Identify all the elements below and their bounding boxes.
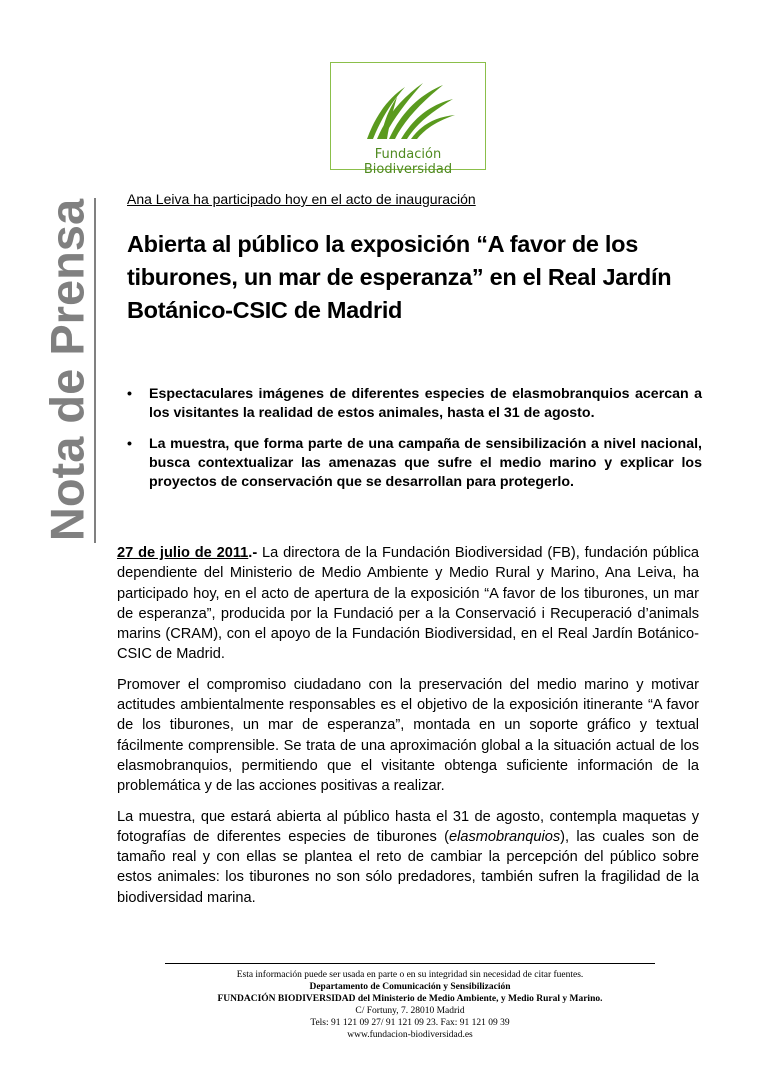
list-item — [127, 385, 702, 423]
paragraph-3-emphasis: elasmobranquios — [448, 828, 561, 845]
paragraph-1-text: La directora de la Fundación Biodiversidad (FB), fundación pública dependiente del Ministerio de Medio Ambiente y Medio Rural y Marino, Ana Leiva, ha participado hoy, en el acto de apertura de la exposición “A favor de los tiburones, un mar de esperanza”, producida por la Fundació per a la Conservació i Recuperació d’animals marins (CRAM), con el apoyo de la Fundación Biodiversidad, en el Real Jardín Botánico-CSIC de Madrid. — [117, 545, 699, 663]
headline: Abierta al público la exposición “A favor de los tiburones, un mar de esperanza” en el Real Jardín Botánico-CSIC de Madrid — [127, 231, 672, 323]
footer-department: Departamento de Comunicación y Sensibilización — [309, 982, 511, 992]
logo — [330, 62, 486, 177]
date-separator: .- — [248, 545, 258, 561]
highlights-list — [127, 385, 702, 504]
paragraph-3 — [117, 807, 699, 908]
side-divider — [94, 198, 96, 543]
side-label-block — [40, 198, 95, 543]
paragraph-3-text-a: La muestra, que estará abierta al público hasta el 31 de agosto, contempla maquetas y fotografías de diferentes especies de tiburones ( — [117, 808, 699, 845]
footer-address: C/ Fortuny, 7. 28010 Madrid — [355, 1006, 465, 1016]
paragraph-2: Promover el compromiso ciudadano con la preservación del medio marino y motivar actitudes ambientalmente responsables es el objetivo de la exposición itinerante “A favor de los tiburones, un mar de esperanza”, montada en un soporte gráfico y textual fácilmente comprensible. Se trata de una aproximación global a la situación actual de los elasmobranquios, permitiendo que el visitante obtenga suficiente información de la problemática y de las acciones positivas a realizar. — [117, 676, 699, 795]
kicker: Ana Leiva ha participado hoy en el acto de inauguración — [127, 191, 476, 207]
paragraph-3-text-b: ), las cuales son de tamaño real y con ellas se plantea el reto de cambiar la percepción del público sobre estos animales: los tiburones no son sólo predadores, también sufren la fragilidad de la biodiversidad marina. — [117, 828, 699, 906]
side-label: Nota de Prensa — [40, 198, 94, 542]
footer-notice: Esta información puede ser usada en parte o en su integridad sin necesidad de citar fuentes. — [236, 970, 584, 980]
logo-text: Fundación Biodiversidad — [363, 147, 453, 177]
footer-divider — [165, 963, 655, 964]
footer — [150, 969, 670, 1041]
footer-website: www.fundacion-biodiversidad.es — [347, 1030, 473, 1040]
grass-icon — [361, 77, 457, 141]
footer-organization: FUNDACIÓN BIODIVERSIDAD del Ministerio de Medio Ambiente, y Medio Rural y Marino. — [217, 994, 603, 1004]
bullet-icon: • — [127, 436, 132, 452]
date: 27 de julio de 2011 — [117, 545, 249, 561]
bullet-icon: • — [127, 386, 132, 402]
bullet-text: La muestra, que forma parte de una campaña de sensibilización a nivel nacional, busca contextualizar las amenazas que sufre el medio marino y explicar los proyectos de conservación que se desarrollan para protegerlo. — [149, 436, 702, 490]
footer-phones: Tels: 91 121 09 27/ 91 121 09 23. Fax: 91 121 09 39 — [310, 1018, 510, 1028]
article-body — [117, 543, 699, 918]
list-item — [127, 435, 702, 492]
paragraph-1 — [117, 543, 699, 665]
bullet-text: Espectaculares imágenes de diferentes especies de elasmobranquios acercan a los visitantes la realidad de estos animales, hasta el 31 de agosto. — [149, 386, 702, 421]
